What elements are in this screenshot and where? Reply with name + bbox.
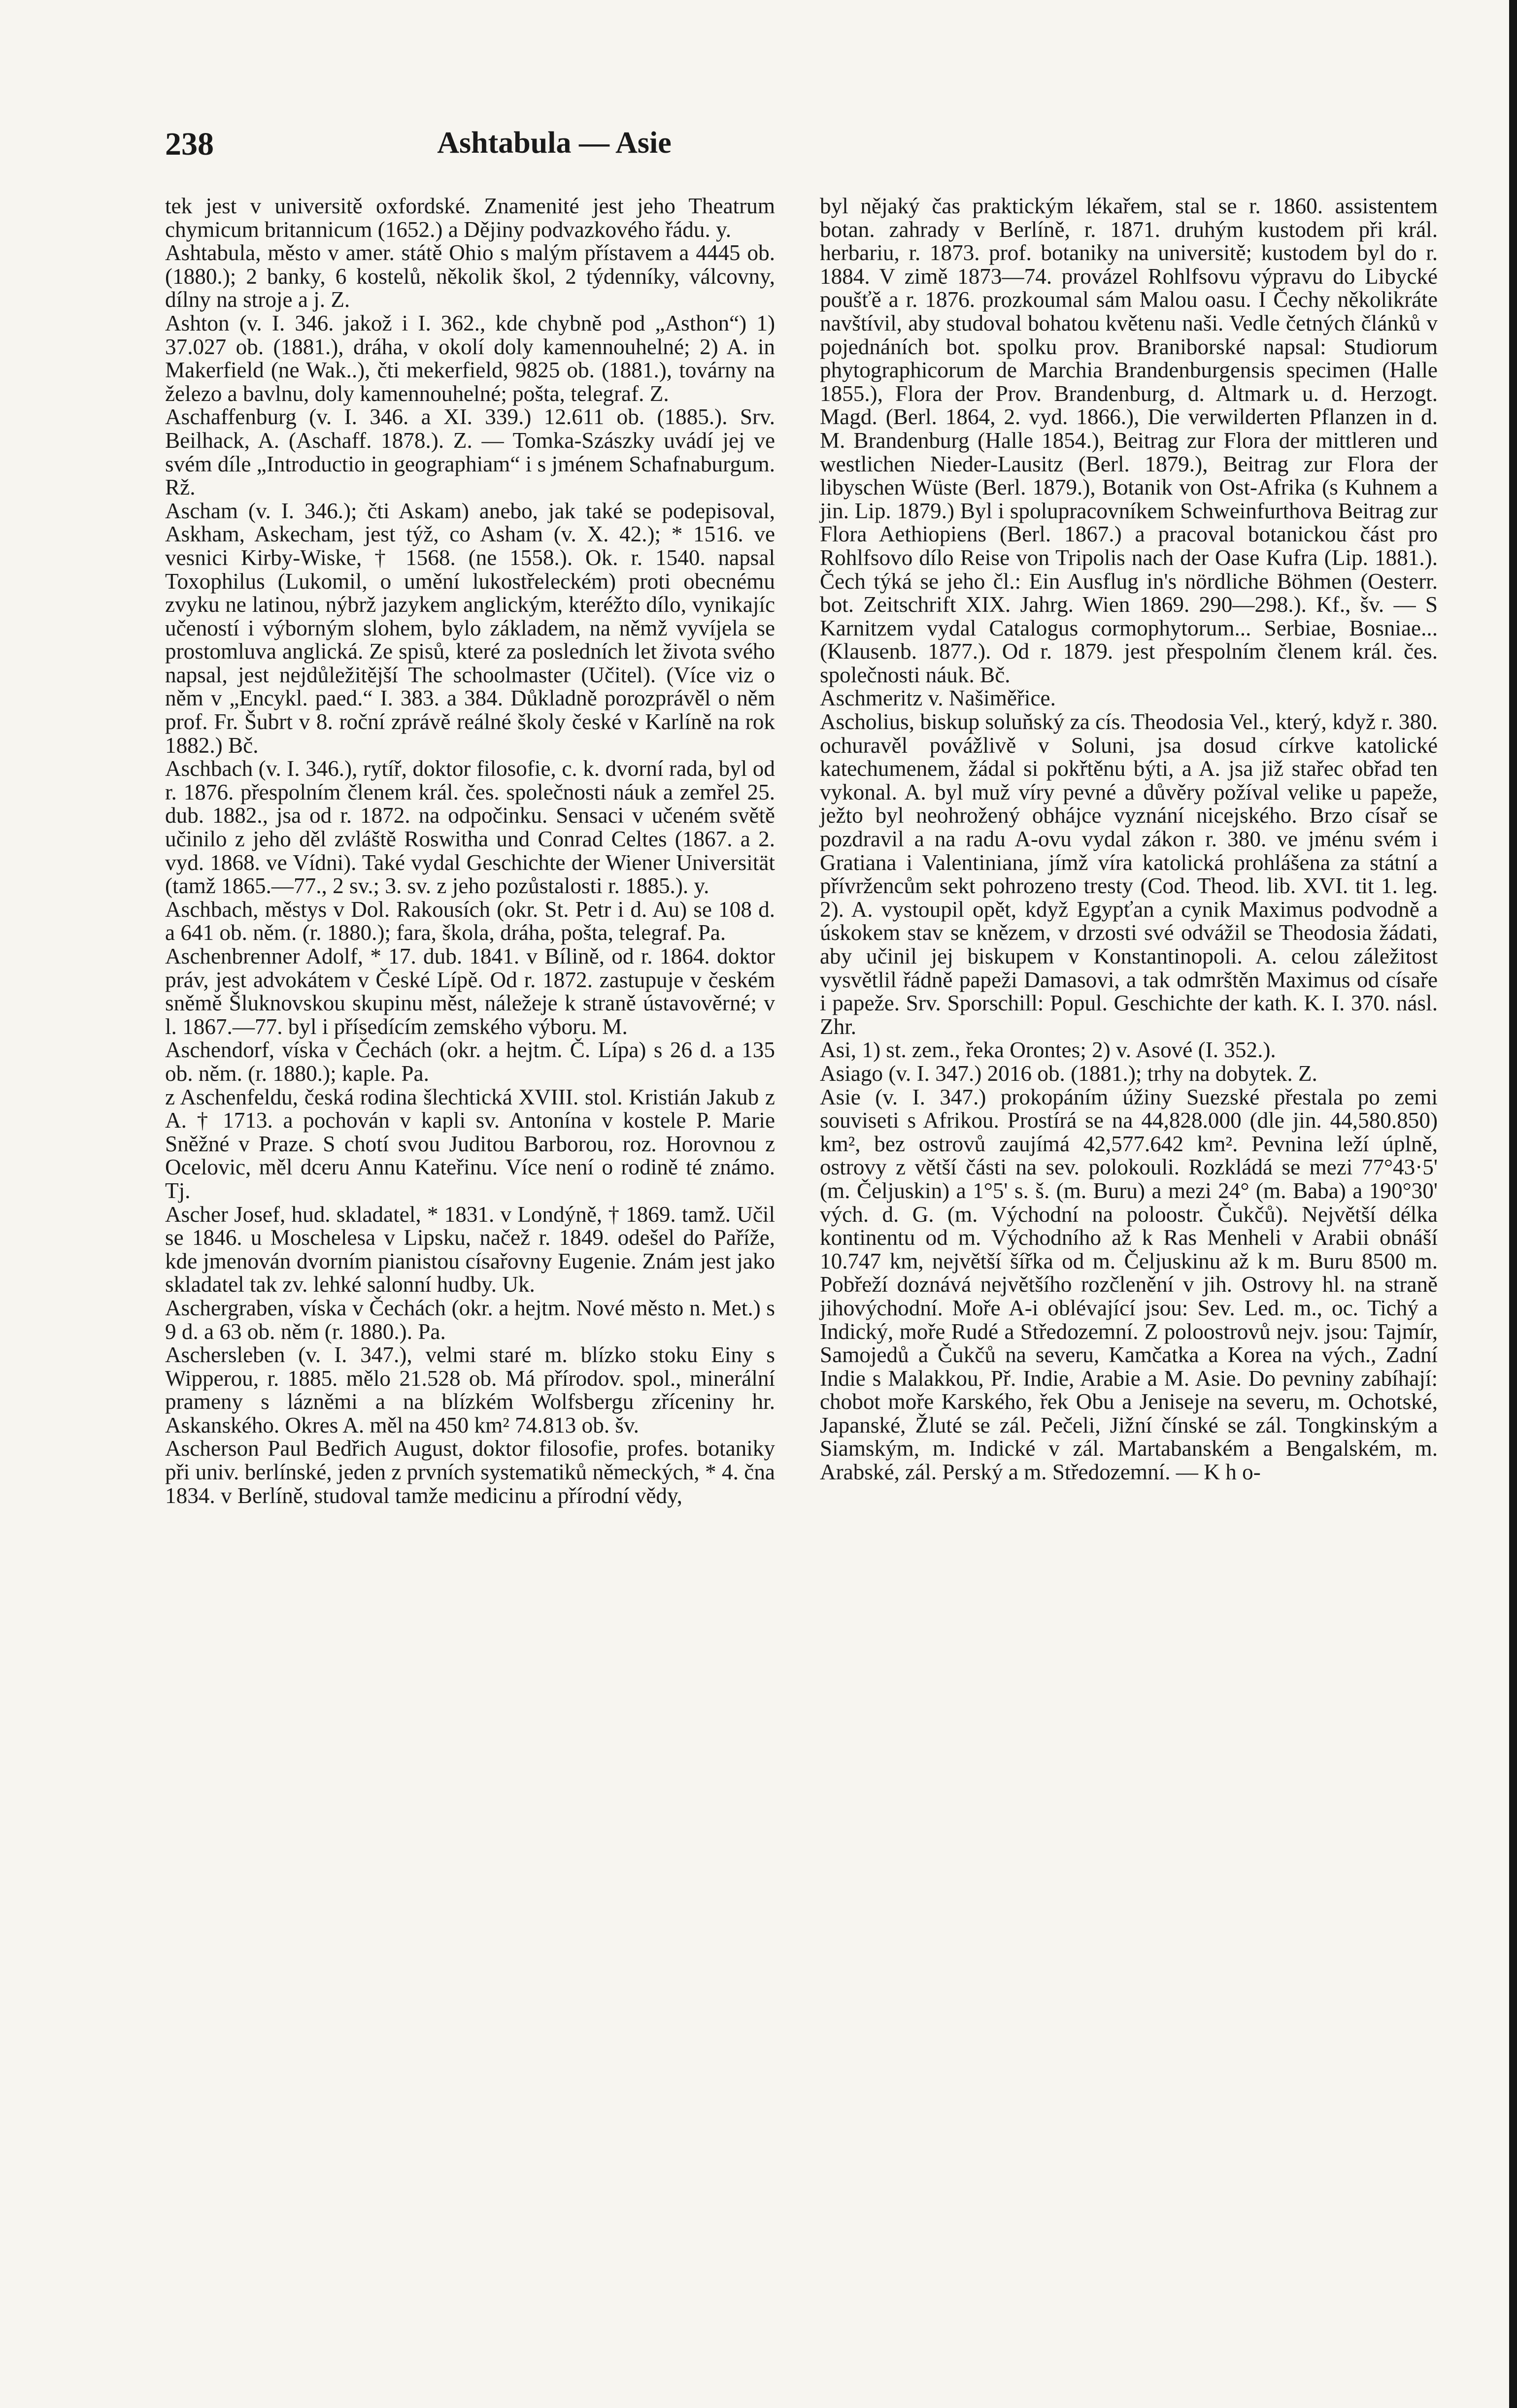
right-column (820, 195, 1438, 1484)
entry-ascholius: Ascholius, biskup soluňský za cís. Theodosia Vel., který, když r. 380. ochuravěl povážlivě v Soluni, jsa dosud církve katolické katechumenem, žádal si pokřtěnu býti, a A. jsa již stařec obřad ten vykonal. A. byl muž víry pevné a důvěry požíval velike u papeže, ježto byl neohrožený obhájce vyznání nicejského. Brzo císař se pozdravil a na radu A-ovu vydal zákon r. 380. ve jménu svém i Gratiana i Valentiniana, jímž víra katolická prohlášena za státní a přívržencům sekt pohrozeno tresty (Cod. Theod. lib. XVI. tit 1. leg. 2). A. vystoupil opět, když Egypťan a cynik Maximus podvodně a úskokem stav se knězem, v drzosti své odvážil se Theodosia žádati, aby učinil jej biskupem v Konstantinopoli. A. celou záležitost vysvětlil řádně papeži Damasovi, a tak odmrštěn Maximus od císaře i papeže. Srv. Sporschill: Popul. Geschichte der kath. K. I. 370. násl. Zhr. (820, 709, 1438, 1039)
entry-aschbach-1: Aschbach (v. I. 346.), rytíř, doktor filosofie, c. k. dvorní rada, byl od r. 1876. přespolním členem král. čes. společnosti náuk a zemřel 25. dub. 1882., jsa od r. 1872. na odpočinku. Sensaci v učeném světě učinilo z jeho děl zvláště Roswitha und Conrad Celtes (1867. a 2. vyd. 1868. ve Vídni). Také vydal Geschichte der Wiener Universität (tamž 1865.—77., 2 sv.; 3. sv. z jeho pozůstalosti r. 1885.). y. (165, 756, 775, 899)
page-header (165, 126, 944, 170)
entry-aschenbrenner: Aschenbrenner Adolf, * 17. dub. 1841. v Bílině, od r. 1864. doktor práv, jest advokátem v České Lípě. Od r. 1872. zastupuje v českém sněmě Šluknovskou skupinu měst, náležeje k straně ústavověrné; v l. 1867.—77. byl i přísedícím zemského výboru. M. (165, 944, 775, 1039)
entry-aschbach-2: Aschbach, městys v Dol. Rakousích (okr. St. Petr i d. Au) se 108 d. a 641 ob. něm. (r. 1880.); fara, škola, dráha, pošta, telegraf. Pa. (165, 897, 775, 945)
page-number: 238 (165, 126, 214, 162)
left-column (165, 195, 775, 1507)
entry-ascherson: Ascherson Paul Bedřich August, doktor filosofie, profes. botaniky při univ. berlínské, jeden z prvních systematiků německých, * 4. čna 1834. v Berlíně, studoval tamže medicinu a přírodní vědy, (165, 1436, 775, 1508)
entry-aschmeritz: Aschmeritz v. Našiměřice. (820, 686, 1056, 711)
entry-asi: Asi, 1) st. zem., řeka Orontes; 2) v. Asové (I. 352.). (820, 1037, 1276, 1063)
entry-aschendorf: Aschendorf, víska v Čechách (okr. a hejtm. Č. Lípa) s 26 d. a 135 ob. něm. (r. 1880.); kaple. Pa. (165, 1037, 775, 1086)
entry-ascher: Ascher Josef, hud. skladatel, * 1831. v Londýně, † 1869. tamž. Učil se 1846. u Moschelesa v Lipsku, načež r. 1849. odešel do Paříže, kde jmenován dvorním pianistou císařovny Eugenie. Znám jest jako skladatel tak zv. lehké salonní hudby. Uk. (165, 1202, 775, 1297)
entry-ascherson-cont: byl nějaký čas praktickým lékařem, stal se r. 1860. assistentem botan. zahrady v Berlíně, r. 1871. druhým kustodem při král. herbariu, r. 1873. prof. botaniky na universitě; kustodem byl do r. 1884. V zimě 1873—74. provázel Rohlfsovu výpravu do Libycké poušťě a r. 1876. prozkoumal sám Malou oasu. I Čechy několikráte navštívil, aby studoval bohatou květenu naši. Vedle četných článků v pojednáních bot. spolku prov. Braniborské napsal: Studiorum phytographicorum de Marchia Brandenburgensis specimen (Halle 1855.), Flora der Prov. Brandenburg, d. Altmark u. d. Herzogt. Magd. (Berl. 1864, 2. vyd. 1866.), Die verwilderten Pflanzen in d. M. Brandenburg (Halle 1854.), Beitrag zur Flora der mittleren und westlichen Nieder-Lausitz (Berl. 1879.), Beitrag zur Flora der libyschen Wüste (Berl. 1879.), Botanik von Ost-Afrika (s Kuhnem a jin. Lip. 1879.) Byl i spolupracovníkem Schweinfurthova Beitrag zur Flora Aethiopiens (Berl. 1867.) a pracoval botanickou část pro Rohlfsovo dílo Reise von Tripolis nach der Oase Kufra (Lip. 1881.). Čech týká se jeho čl.: Ein Ausflug in's nördliche Böhmen (Oesterr. bot. Zeitschrift XIX. Jahrg. Wien 1869. 290—298.). Kf., šv. — S Karnitzem vydal Catalogus cormophytorum... Serbiae, Bosniae... (Klausenb. 1877.). Od r. 1879. jest přespolním členem král. čes. společnosti náuk. Bč. (820, 194, 1438, 687)
page-edge-shadow (1509, 0, 1517, 2408)
entry-ashton: Ashton (v. I. 346. jakož i I. 362., kde chybně pod „Asthon“) 1) 37.027 ob. (1881.), dráha, v okolí doly kamennouhelné; 2) A. in Makerfield (ne Wak..), čti mekerfield, 9825 ob. (1881.), továrny na železo a bavlnu, doly kamennouhelné; pošta, telegraf. Z. (165, 310, 775, 406)
entry-aschenfeld: z Aschenfeldu, česká rodina šlechtická XVIII. stol. Kristián Jakub z A. † 1713. a pochován v kapli sv. Antonína v kostele P. Marie Sněžné v Praze. S chotí svou Juditou Barborou, roz. Horovnou z Ocelovic, měl dceru Annu Kateřinu. Více není o rodině té známo. Tj. (165, 1084, 775, 1203)
entry-asiago: Asiago (v. I. 347.) 2016 ob. (1881.); trhy na dobytek. Z. (820, 1061, 1317, 1086)
entry-ascham: Ascham (v. I. 346.); čti Askam) anebo, jak také se podepisoval, Askham, Askecham, jest týž, co Asham (v. X. 42.); * 1516. ve vesnici Kirby-Wiske, † 1568. (ne 1558.). Ok. r. 1540. napsal Toxophilus (Lukomil, o umění lukostřeleckém) proti obecnému zvyku ne latinou, nýbrž jazykem anglickým, kteréžto dílo, vynikajíc učeností i výborným slohem, bylo základem, na němž vyvíjela se prostomluva anglická. Ze spisů, které za posledních let života svého napsal, jest nejdůležitější The schoolmaster (Učitel). (Více viz o něm v „Encykl. paed.“ I. 383. a 384. Důkladně porozprávěl o něm prof. Fr. Šubrt v 8. roční zprávě reálné školy české v Karlíně na rok 1882.) Bč. (165, 498, 775, 758)
entry-aschersleben: Aschersleben (v. I. 347.), velmi staré m. blízko stoku Einy s Wipperou, r. 1885. mělo 21.528 ob. Má přírodov. spol., minerální prameny s lázněmi a na blízkém Wolfsbergu zříceniny hr. Askanského. Okres A. měl na 450 km² 74.813 ob. šv. (165, 1342, 775, 1438)
entry-asie: Asie (v. I. 347.) prokopáním úžiny Suezské přestala po zemi souviseti s Afrikou. Prostírá se na 44,828.000 (dle jin. 44,580.850) km², bez ostrovů zaujímá 42,577.642 km². Pevnina leží úplně, ostrovy z větší části na sev. polokouli. Rozkládá se mezi 77°43·5' (m. Čeljuskin) a 1°5' s. š. (m. Buru) a mezi 24° (m. Baba) a 190°30' vých. d. G. (m. Východní na poloostr. Čukčů). Největší délka kontinentu od m. Východního až k Ras Menheli v Arabii obnáší 10.747 km, největší šířka od m. Čeljuskinu až k m. Buru 8500 m. Pobřeží doznává největšího rozčlenění v jih. Ostrovy hl. na straně jihovýchodní. Moře A-i oblévající jsou: Sev. Led. m., oc. Tichý a Indický, moře Rudé a Středozemní. Z poloostrovů nejv. jsou: Tajmír, Samojedů a Čukčů na severu, Kamčatka a Korea na vých., Zadní Indie s Malakkou, Př. Indie, Arabie a M. Asie. Do pevniny zabíhají: chobot moře Karského, řek Obu a Jeniseje na severu, m. Ochotské, Japanské, Žluté se zál. Pečeli, Jižní čínské se zál. Tongkinským a Siamským, m. Indické v zál. Martabanském a Bengalském, m. Arabské, zál. Perský a m. Středozemní. — K h o- (820, 1084, 1438, 1485)
running-head: Ashtabula — Asie (437, 126, 672, 160)
entry-paragraph: tek jest v universitě oxfordské. Znamenité jest jeho Theatrum chymicum britannicum (1652.) a Dějiny podvazkového řádu. y. (165, 194, 775, 242)
entry-aschergraben: Aschergraben, víska v Čechách (okr. a hejtm. Nové město n. Met.) s 9 d. a 63 ob. něm (r. 1880.). Pa. (165, 1295, 775, 1344)
entry-ashtabula: Ashtabula, město v amer. státě Ohio s malým přístavem a 4445 ob. (1880.); 2 banky, 6 kostelů, několik škol, 2 týdenníky, válcovny, dílny na stroje a j. Z. (165, 240, 775, 312)
entry-aschaffenburg: Aschaffenburg (v. I. 346. a XI. 339.) 12.611 ob. (1885.). Srv. Beilhack, A. (Aschaff. 1878.). Z. — Tomka-Szászky uvádí jej ve svém díle „Introductio in geographiam“ i s jménem Schafnaburgum. Rž. (165, 404, 775, 500)
